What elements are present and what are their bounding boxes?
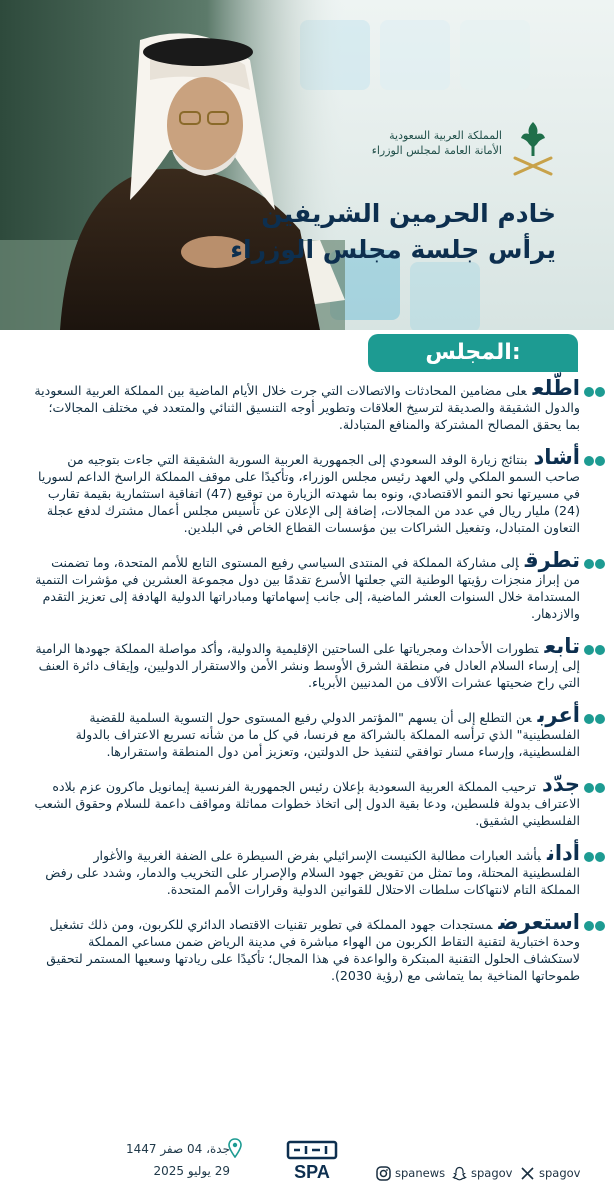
- item-verb: جدّد: [541, 772, 580, 796]
- item-text: إلى مشاركة المملكة في المنتدى السياسي رفيع المستوى التابع للأمم المتحدة، وما تضمنت من إبراز منجزات رؤيتها الوطنية التي جعلتها الأسرع تقدمًا بين دول مجموعة العشرين في مؤشرات التنمية المستدامة خلال السنوات العشر الماضية، إلى جانب إسهاماتها ومبادراتها الدولية الهادفة إلى تعزيز التقدم والازدهار.: [35, 555, 580, 621]
- org-line-1: المملكة العربية السعودية: [389, 129, 502, 142]
- item-verb: أدان: [546, 841, 580, 865]
- org-line-2: الأمانة العامة لمجلس الوزراء: [371, 144, 502, 157]
- decor-tile: [410, 262, 480, 330]
- page-title: [230, 196, 556, 268]
- list-item: [34, 841, 580, 898]
- list-item: [34, 445, 580, 536]
- quote-icon: [584, 851, 606, 863]
- item-verb: اطّلع: [532, 376, 580, 400]
- section-title: المجلس:: [425, 340, 521, 365]
- title-line-1: خادم الحرمين الشريفين: [261, 199, 556, 228]
- quote-icon: [584, 920, 606, 932]
- item-text: بنتائج زيارة الوفد السعودي إلى الجمهورية العربية السورية الشقيقة التي جاءت بتوجيه من صاحب السمو الملكي ولي العهد رئيس مجلس الوزراء، وتأكيدًا على موقف المملكة الراسخ الداعم لسوريا في مسيرتها نحو النمو الاقتصادي، ونوه بما شهدته الزيارة من توقيع (47) اتفاقية استثمارية بقيمة تقارب (24) مليار ريال في عدد من المجالات، إضافة إلى الإعلان عن تأسيس مجلس أعمال مشترك لدفع عجلة التعاون المتبادل، وتفعيل الشراكات بين مؤسسات القطاع الخاص في البلدين.: [38, 452, 580, 535]
- item-text: عن التطلع إلى أن يسهم "المؤتمر الدولي رفيع المستوى حول التسوية السلمية للقضية الفلسطينية" الذي ترأسه المملكة بالشراكة مع فرنسا، في كل ما من شأنه تسريع الاعتراف بالدولة الفلسطينية، وإرساء مسار توافقي لتنفيذ حل الدولتين، وتعزيز أمن دول المنطقة واستقرارها.: [75, 710, 580, 759]
- item-text: ترحيب المملكة العربية السعودية بإعلان رئيس الجمهورية الفرنسية إيمانويل ماكرون عزم بلاده الاعتراف بدولة فلسطين، ودعا بقية الدول إلى اتخاذ خطوات مماثلة ومواقف داعمة للسلام وحقوق الشعب الفلسطيني الشقيق.: [34, 779, 580, 828]
- quote-icon: [584, 713, 606, 725]
- list-item: [34, 910, 580, 984]
- decor-tile: [460, 20, 530, 90]
- snapchat-icon: [452, 1166, 467, 1181]
- list-item: [34, 634, 580, 691]
- quote-icon: [584, 386, 606, 398]
- list-item: [34, 703, 580, 760]
- decision-list: [34, 376, 580, 1000]
- item-text: تطورات الأحداث ومجرياتها على الساحتين الإقليمية والدولية، وأكد مواصلة المملكة جهودها الرامية إلى إرساء السلام العادل في منطقة الشرق الأوسط ونشر الأمن والاستقرار الدوليين، وإيقاف دائرة العنف التي راح ضحيتها عشرات الآلاف من المدنيين الأبرياء.: [35, 641, 580, 690]
- instagram-handle: spanews: [395, 1166, 446, 1180]
- item-verb: استعرض: [498, 910, 580, 934]
- item-verb: تطرق: [524, 548, 580, 572]
- hijri-date: جدة، 04 صفر 1447: [125, 1142, 230, 1156]
- snapchat-handle: spagov: [471, 1166, 513, 1180]
- spa-logo: [286, 1140, 338, 1182]
- item-text: مستجدات جهود المملكة في تطوير تقنيات الاقتصاد الدائري للكربون، ومن ذلك تشغيل وحدة اختبارية لتقنية التقاط الكربون من الهواء مباشرة في مدينة الرياض ضمن مساعي المملكة لاستكشاف الحلول التقنية المبتكرة والواعدة في هذا المجال؛ تأكيدًا على ريادتها وسعيها المستمر لتحقيق طموحاتها المناخية بما يتماشى مع (رؤية 2030).: [46, 917, 580, 983]
- item-text: بأشد العبارات مطالبة الكنيست الإسرائيلي بفرض السيطرة على الضفة الغربية والأغوار الفلسطينية المحتلة، وما تمثل من تقويض جهود السلام والإصرار على التخريب والدمار، وشدد على رفض المملكة التام لانتهاكات سلطات الاحتلال للقوانين الدولية وقرارات الأمم المتحدة.: [45, 848, 580, 897]
- list-item: [34, 548, 580, 622]
- social-snapchat[interactable]: [452, 1164, 512, 1182]
- quote-icon: [584, 782, 606, 794]
- list-item: [34, 772, 580, 829]
- x-handle: spagov: [539, 1166, 581, 1180]
- instagram-icon: [376, 1166, 391, 1181]
- saudi-emblem-icon: [505, 118, 561, 180]
- item-text: على مضامين المحادثات والاتصالات التي جرت خلال الأيام الماضية بين المملكة العربية السعودية والدول الشقيقة والصديقة لترسيخ العلاقات وتطوير أوجه التنسيق الثنائي والمتعدد في مختلف المجالات؛ بما يحقق المصالح المشتركة والمنافع المتبادلة.: [34, 383, 580, 432]
- hero-banner: [0, 0, 614, 330]
- quote-icon: [584, 558, 606, 570]
- org-label: [362, 128, 502, 158]
- section-header: [368, 334, 578, 372]
- location-pin-icon: [228, 1138, 242, 1158]
- quote-icon: [584, 644, 606, 656]
- king-photo: [0, 0, 345, 330]
- date-block: [60, 1138, 230, 1182]
- footer: [0, 1128, 614, 1200]
- item-verb: أشاد: [533, 445, 580, 469]
- title-line-2: يرأس جلسة مجلس الوزراء: [230, 235, 556, 264]
- decor-tile: [380, 20, 450, 90]
- social-instagram[interactable]: [376, 1164, 445, 1182]
- item-verb: تابع: [544, 634, 580, 658]
- x-icon: [520, 1166, 535, 1181]
- item-verb: أعرب: [537, 703, 580, 727]
- spa-logo-text: SPA: [294, 1162, 330, 1182]
- social-x[interactable]: [520, 1164, 580, 1182]
- quote-icon: [584, 455, 606, 467]
- gregorian-date: 29 يوليو 2025: [153, 1164, 230, 1178]
- list-item: [34, 376, 580, 433]
